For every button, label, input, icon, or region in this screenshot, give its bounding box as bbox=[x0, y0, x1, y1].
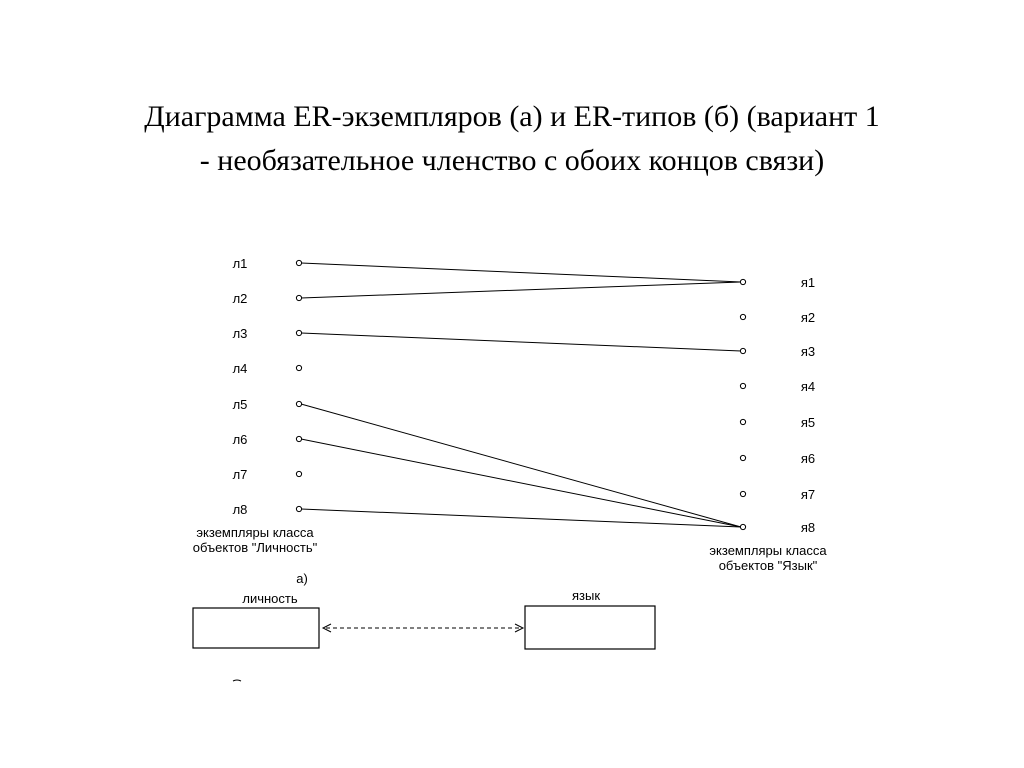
left-caption-line-2: объектов "Личность" bbox=[192, 540, 318, 555]
left-caption-line-1: экземпляры класса bbox=[196, 525, 314, 540]
left-instance-label: л4 bbox=[232, 361, 248, 376]
instance-link bbox=[301, 404, 741, 527]
right-instance-label: я3 bbox=[800, 344, 816, 359]
right-instance-label: я1 bbox=[800, 275, 816, 290]
right-instance-node bbox=[740, 314, 745, 319]
right-instance-node bbox=[740, 279, 745, 284]
entity-type-label-right: язык bbox=[571, 588, 601, 603]
right-instance-label: я5 bbox=[800, 415, 816, 430]
right-instance-node bbox=[740, 524, 745, 529]
right-instance-label: я2 bbox=[800, 310, 816, 325]
left-instance-label: л5 bbox=[232, 397, 248, 412]
entity-type-box-left bbox=[193, 608, 319, 648]
instance-link bbox=[301, 282, 741, 298]
instance-link bbox=[301, 509, 741, 527]
instance-link bbox=[301, 439, 741, 527]
left-instance-label: л3 bbox=[232, 326, 248, 341]
left-instance-label: л7 bbox=[232, 467, 248, 482]
left-instance-label: л8 bbox=[232, 502, 248, 517]
entity-type-label-left: личность bbox=[242, 591, 298, 606]
right-instance-node bbox=[740, 348, 745, 353]
left-instance-node bbox=[296, 365, 301, 370]
right-instance-label: я8 bbox=[800, 520, 816, 535]
left-instance-node bbox=[296, 260, 301, 265]
right-instance-label: я6 bbox=[800, 451, 816, 466]
left-instance-node bbox=[296, 471, 301, 476]
right-instance-label: я7 bbox=[800, 487, 816, 502]
left-instance-label: л2 bbox=[232, 291, 248, 306]
right-instance-node bbox=[740, 419, 745, 424]
right-instance-label: я4 bbox=[800, 379, 816, 394]
right-instance-node bbox=[740, 491, 745, 496]
right-caption-line-1: экземпляры класса bbox=[709, 543, 827, 558]
left-instance-label: л1 bbox=[232, 256, 248, 271]
left-instance-node bbox=[296, 506, 301, 511]
left-instance-label: л6 bbox=[232, 432, 248, 447]
left-instance-node bbox=[296, 330, 301, 335]
title-line-2: - необязательное членство с обоих концов связи) bbox=[199, 144, 825, 177]
cropped-mark-icon bbox=[233, 680, 241, 681]
instance-link bbox=[301, 263, 741, 282]
right-instance-node bbox=[740, 455, 745, 460]
relationship-connector bbox=[323, 624, 523, 632]
entity-type-box-right bbox=[525, 606, 655, 649]
title-line-1: Диаграмма ER-экземпляров (а) и ER-типов (б) (вариант 1 bbox=[144, 100, 880, 133]
right-instances bbox=[740, 275, 815, 535]
right-instance-node bbox=[740, 383, 745, 388]
left-instance-node bbox=[296, 295, 301, 300]
left-instances bbox=[233, 256, 302, 517]
part-a-label: а) bbox=[296, 571, 308, 586]
instance-link bbox=[301, 333, 741, 351]
instance-links bbox=[301, 263, 741, 527]
left-instance-node bbox=[296, 401, 301, 406]
right-caption-line-2: объектов "Язык" bbox=[718, 558, 818, 573]
left-instance-node bbox=[296, 436, 301, 441]
